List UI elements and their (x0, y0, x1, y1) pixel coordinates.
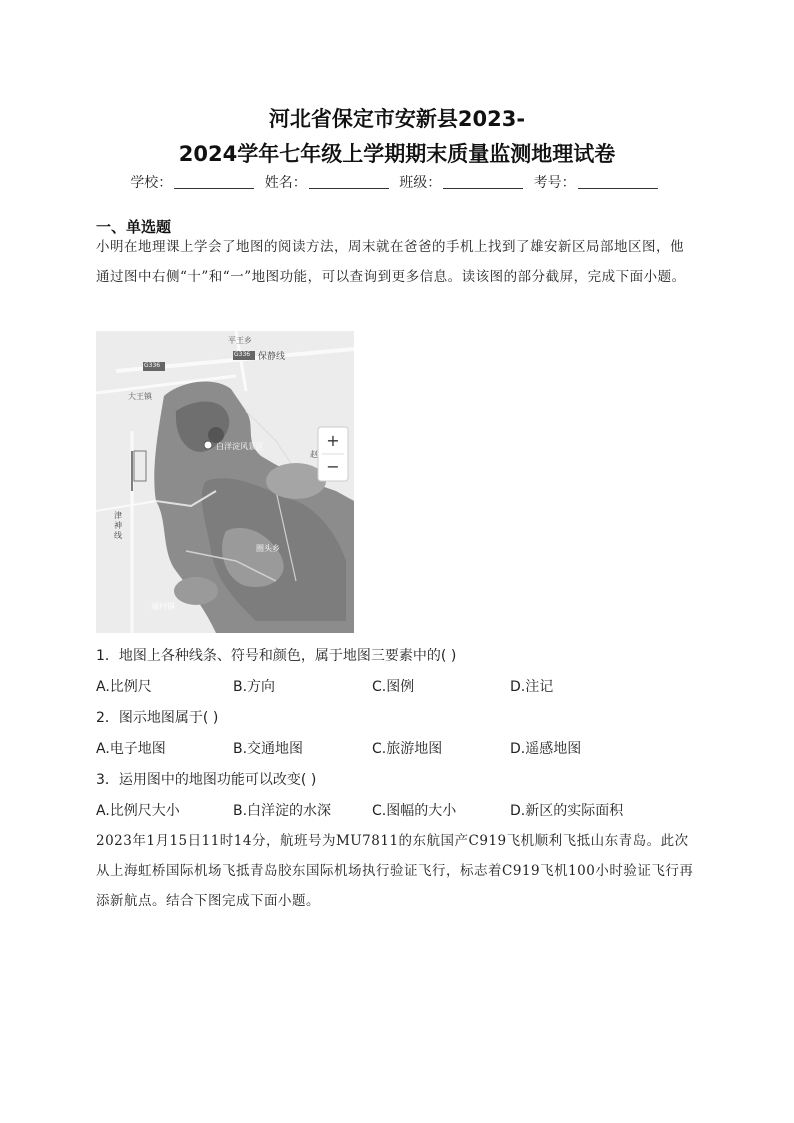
map-label-jinshen: 津 神 线 (114, 511, 122, 540)
school-blank (174, 175, 254, 189)
q3-option-d: D.新区的实际面积 (510, 803, 624, 819)
class-blank (443, 175, 523, 189)
q3-option-a: A.比例尺大小 (96, 803, 180, 819)
class-label: 班级： (399, 175, 442, 191)
map-label-zhao: 赵 (310, 450, 318, 459)
q2-option-a: A.电子地图 (96, 741, 166, 757)
q1-option-c: C.图例 (372, 679, 415, 695)
map-label-quantou: 圈头乡 (256, 544, 280, 553)
q1-option-d: D.注记 (510, 679, 554, 695)
name-label: 姓名： (264, 175, 307, 191)
map-shield-g336-left: G336 (144, 362, 161, 369)
map-shield-g336-right: G336 (234, 351, 251, 358)
q2-option-d: D.遥感地图 (510, 741, 582, 757)
map-screenshot (96, 331, 354, 633)
student-info-row (0, 172, 794, 192)
question-1: 1．地图上各种线条、符号和颜色，属于地图三要素中的( ) (96, 648, 457, 664)
name-blank (309, 175, 389, 189)
q1-option-b: B.方向 (233, 679, 276, 695)
q3-option-c: C.图幅的大小 (372, 803, 457, 819)
map-label-pingwang: 平王乡 (228, 336, 252, 345)
zoom-out-button[interactable]: − (326, 457, 340, 476)
passage-2: 2023年1月15日11时14分，航班号为MU7811的东航国产C919飞机顺利飞抵山东青岛。此次从上海虹桥国际机场飞抵青岛胶东国际机场执行验证飞行，标志着C919飞机100小时验证飞行再添新航点。结合下图完成下面小题。 (96, 833, 694, 909)
q3-option-b: B.白洋淀的水深 (233, 803, 332, 819)
school-label: 学校： (130, 175, 173, 191)
map-label-dawang: 大王镇 (128, 392, 152, 401)
exam-number-label: 考号： (533, 175, 576, 191)
section-title: 一、单选题 (96, 218, 172, 236)
map-label-duancun: 端村镇 (151, 602, 175, 611)
exam-title-line-2: 2024学年七年级上学期期末质量监测地理试卷 (178, 142, 616, 166)
map-label-baojing: 保静线 (258, 352, 286, 362)
q1-option-a: A.比例尺 (96, 679, 152, 695)
exam-number-blank (578, 175, 658, 189)
q2-option-c: C.旅游地图 (372, 741, 443, 757)
question-2: 2．图示地图属于( ) (96, 710, 219, 726)
map-label-baiyangdian: 白洋淀风景区 (216, 442, 264, 451)
zoom-in-button[interactable]: + (326, 431, 340, 450)
exam-title-line-1: 河北省保定市安新县2023- (268, 107, 526, 131)
map-image (96, 331, 354, 633)
q2-option-b: B.交通地图 (233, 741, 304, 757)
question-3: 3．运用图中的地图功能可以改变( ) (96, 772, 317, 788)
passage-1: 小明在地理课上学会了地图的阅读方法，周末就在爸爸的手机上找到了雄安新区局部地区图，他通过图中右侧“十”和“一”地图功能，可以查询到更多信息。读该图的部分截屏，完成下面小题。 (96, 239, 686, 285)
